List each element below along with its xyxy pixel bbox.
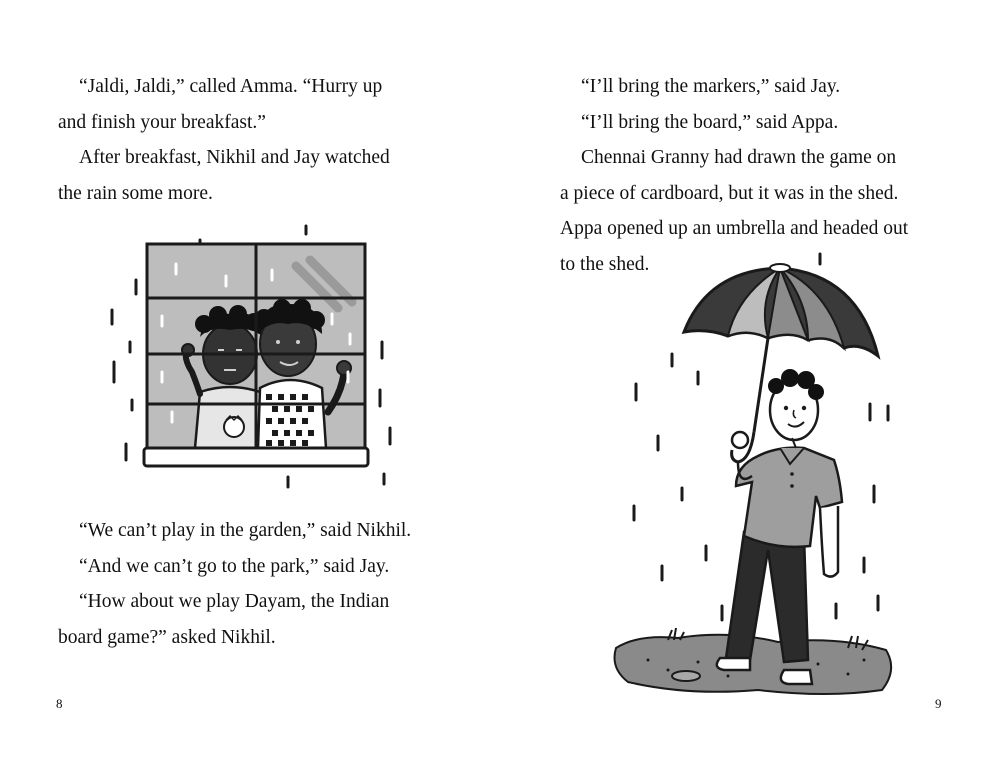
appa-head <box>768 369 824 448</box>
left-bottom-text <box>58 513 488 655</box>
paragraph: “And we can’t go to the park,” said Jay. <box>79 555 390 577</box>
paragraph: “We can’t play in the garden,” said Nikhil. <box>79 520 412 541</box>
paragraph: “Jaldi, Jaldi,” called Amma. “Hurry up <box>79 76 383 97</box>
paragraph: After breakfast, Nikhil and Jay watched <box>79 147 390 168</box>
paragraph: “How about we play Dayam, the Indian <box>79 591 390 612</box>
puddle <box>672 671 700 681</box>
page-number-right: 9 <box>935 696 942 711</box>
paragraph-line: and finish your breakfast.” <box>58 111 266 133</box>
paragraph-line: Appa opened up an umbrella and headed out <box>560 218 909 239</box>
left-top-text <box>58 69 478 211</box>
appa-hand <box>732 432 748 448</box>
window-sill <box>144 448 368 466</box>
paragraph: “I’ll bring the markers,” said Jay. <box>581 76 841 97</box>
right-page <box>500 0 1000 770</box>
paragraph-line: a piece of cardboard, but it was in the shed. <box>560 182 899 204</box>
paragraph-line: the rain some more. <box>58 182 213 204</box>
window-illustration <box>100 222 400 492</box>
paragraph: Chennai Granny had drawn the game on <box>581 147 897 168</box>
appa-arm <box>820 506 838 577</box>
appa-umbrella-illustration <box>608 250 908 710</box>
paragraph-line: board game?” asked Nikhil. <box>58 626 276 648</box>
page-number-left: 8 <box>56 696 63 711</box>
paragraph-line: to the shed. <box>560 253 650 275</box>
paragraph: “I’ll bring the board,” said Appa. <box>581 111 839 133</box>
